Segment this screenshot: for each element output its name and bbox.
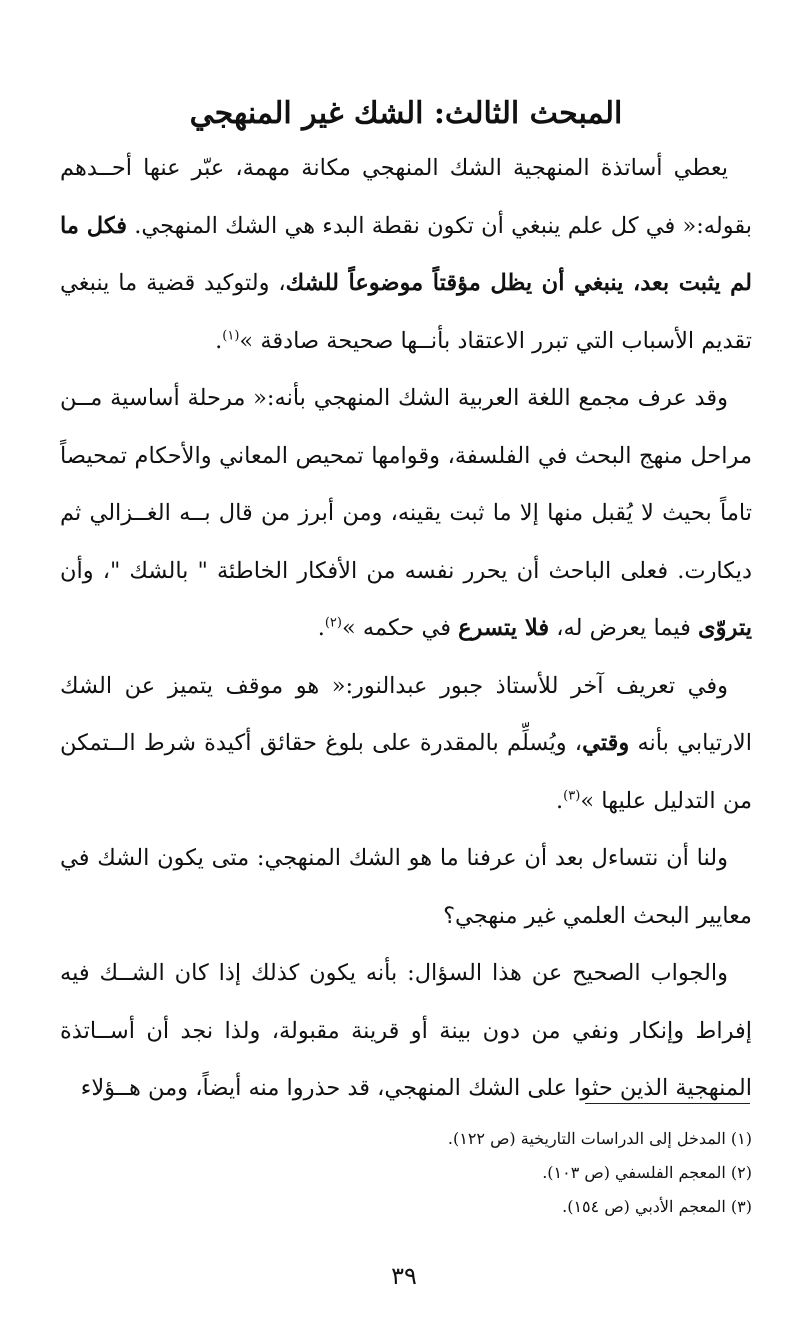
paragraph-1-text-cont: ، ولتوكيد قضية ما ينبغي تقديم الأسباب التي تبرر الاعتقاد بأنــها صحيحة صادقة » (60, 270, 752, 354)
footnote-2: (٢) المعجم الفلسفي (ص ١٠٣). (542, 1163, 752, 1182)
footnote-ref-1: (١) (222, 328, 240, 343)
page-body (60, 92, 752, 1118)
paragraph-1-bold-quote: فكل ما لم يثبت بعد، ينبغي أن يظل مؤقتاً موضوعاً للشك (60, 212, 753, 296)
footnote-separator (585, 1103, 750, 1104)
paragraph-2-end: . (317, 615, 325, 641)
paragraph-1-end: . (215, 327, 223, 354)
footnote-3: (٣) المعجم الأدبي (ص ١٥٤). (562, 1197, 752, 1216)
footnote-ref-3: (٣) (563, 788, 581, 803)
footnote-ref-2: (٢) (324, 615, 342, 631)
paragraph-3-bold-word: وقتي (582, 730, 630, 756)
paragraph-4: ولنا أن نتساءل بعد أن عرفنا ما هو الشك المنهجي: متى يكون الشك في معايير البحث العلمي غير منهجي؟ (60, 845, 752, 929)
paragraph-5: والجواب الصحيح عن هذا السؤال: بأنه يكون كذلك إذا كان الشــك فيه إفراط وإنكار ونفي من دون بينة أو قرينة مقبولة، ولذا نجد أن أســاتذة المنهجية الذين حثوا على الشك المنهجي، قد حذروا منه أيضاً، ومن هــؤلاء (60, 960, 752, 1101)
paragraph-3-end: . (556, 787, 564, 814)
paragraph-1 (60, 140, 752, 370)
paragraph-3 (60, 658, 752, 831)
footnote-1: (١) المدخل إلى الدراسات التاريخية (ص ١٢٢). (447, 1129, 752, 1148)
page-number: ٣٩ (391, 1262, 417, 1290)
paragraph-2-text-cont: فيما يعرض له، (549, 615, 699, 641)
paragraph-2 (60, 370, 752, 658)
section-title: المبحث الثالث: الشك غير المنهجي (189, 96, 623, 131)
paragraph-3-text-cont: ، ويُسلِّم بالمقدرة على بلوغ حقائق أكيدة شرط الــتمكن من التدليل عليها » (60, 730, 752, 814)
paragraph-2-text-end: في حكمه » (341, 615, 459, 641)
paragraph-1-text: يعطي أساتذة المنهجية الشك المنهجي مكانة مهمة، عبّر عنها أحــدهم بقوله:« في كل علم ينبغي أن تكون نقطة البدء هي الشك المنهجي. (60, 155, 752, 239)
paragraph-2-bold-phrase: فلا يتسرع (458, 615, 550, 641)
paragraph-2-text: وقد عرف مجمع اللغة العربية الشك المنهجي بأنه:« مرحلة أساسية مــن مراحل منهج البحث في الفلسفة، وقوامها تمحيص المعاني والأحكام تمحيصاً تاماً بحيث لا يُقبل منها إلا ما ثبت يقينه، ومن أبرز من قال بــه الغــزالي ثم ديكارت. فعلى الباحث أن يحرر نفسه من الأفكار الخاطئة " بالشك "، وأن (60, 385, 752, 584)
paragraph-3-text: وفي تعريف آخر للأستاذ جبور عبدالنور:« هو موقف يتميز عن الشك الارتيابي بأنه (60, 672, 752, 756)
paragraph-2-bold-word: يتروّى (698, 615, 752, 641)
footnotes (60, 1122, 752, 1224)
